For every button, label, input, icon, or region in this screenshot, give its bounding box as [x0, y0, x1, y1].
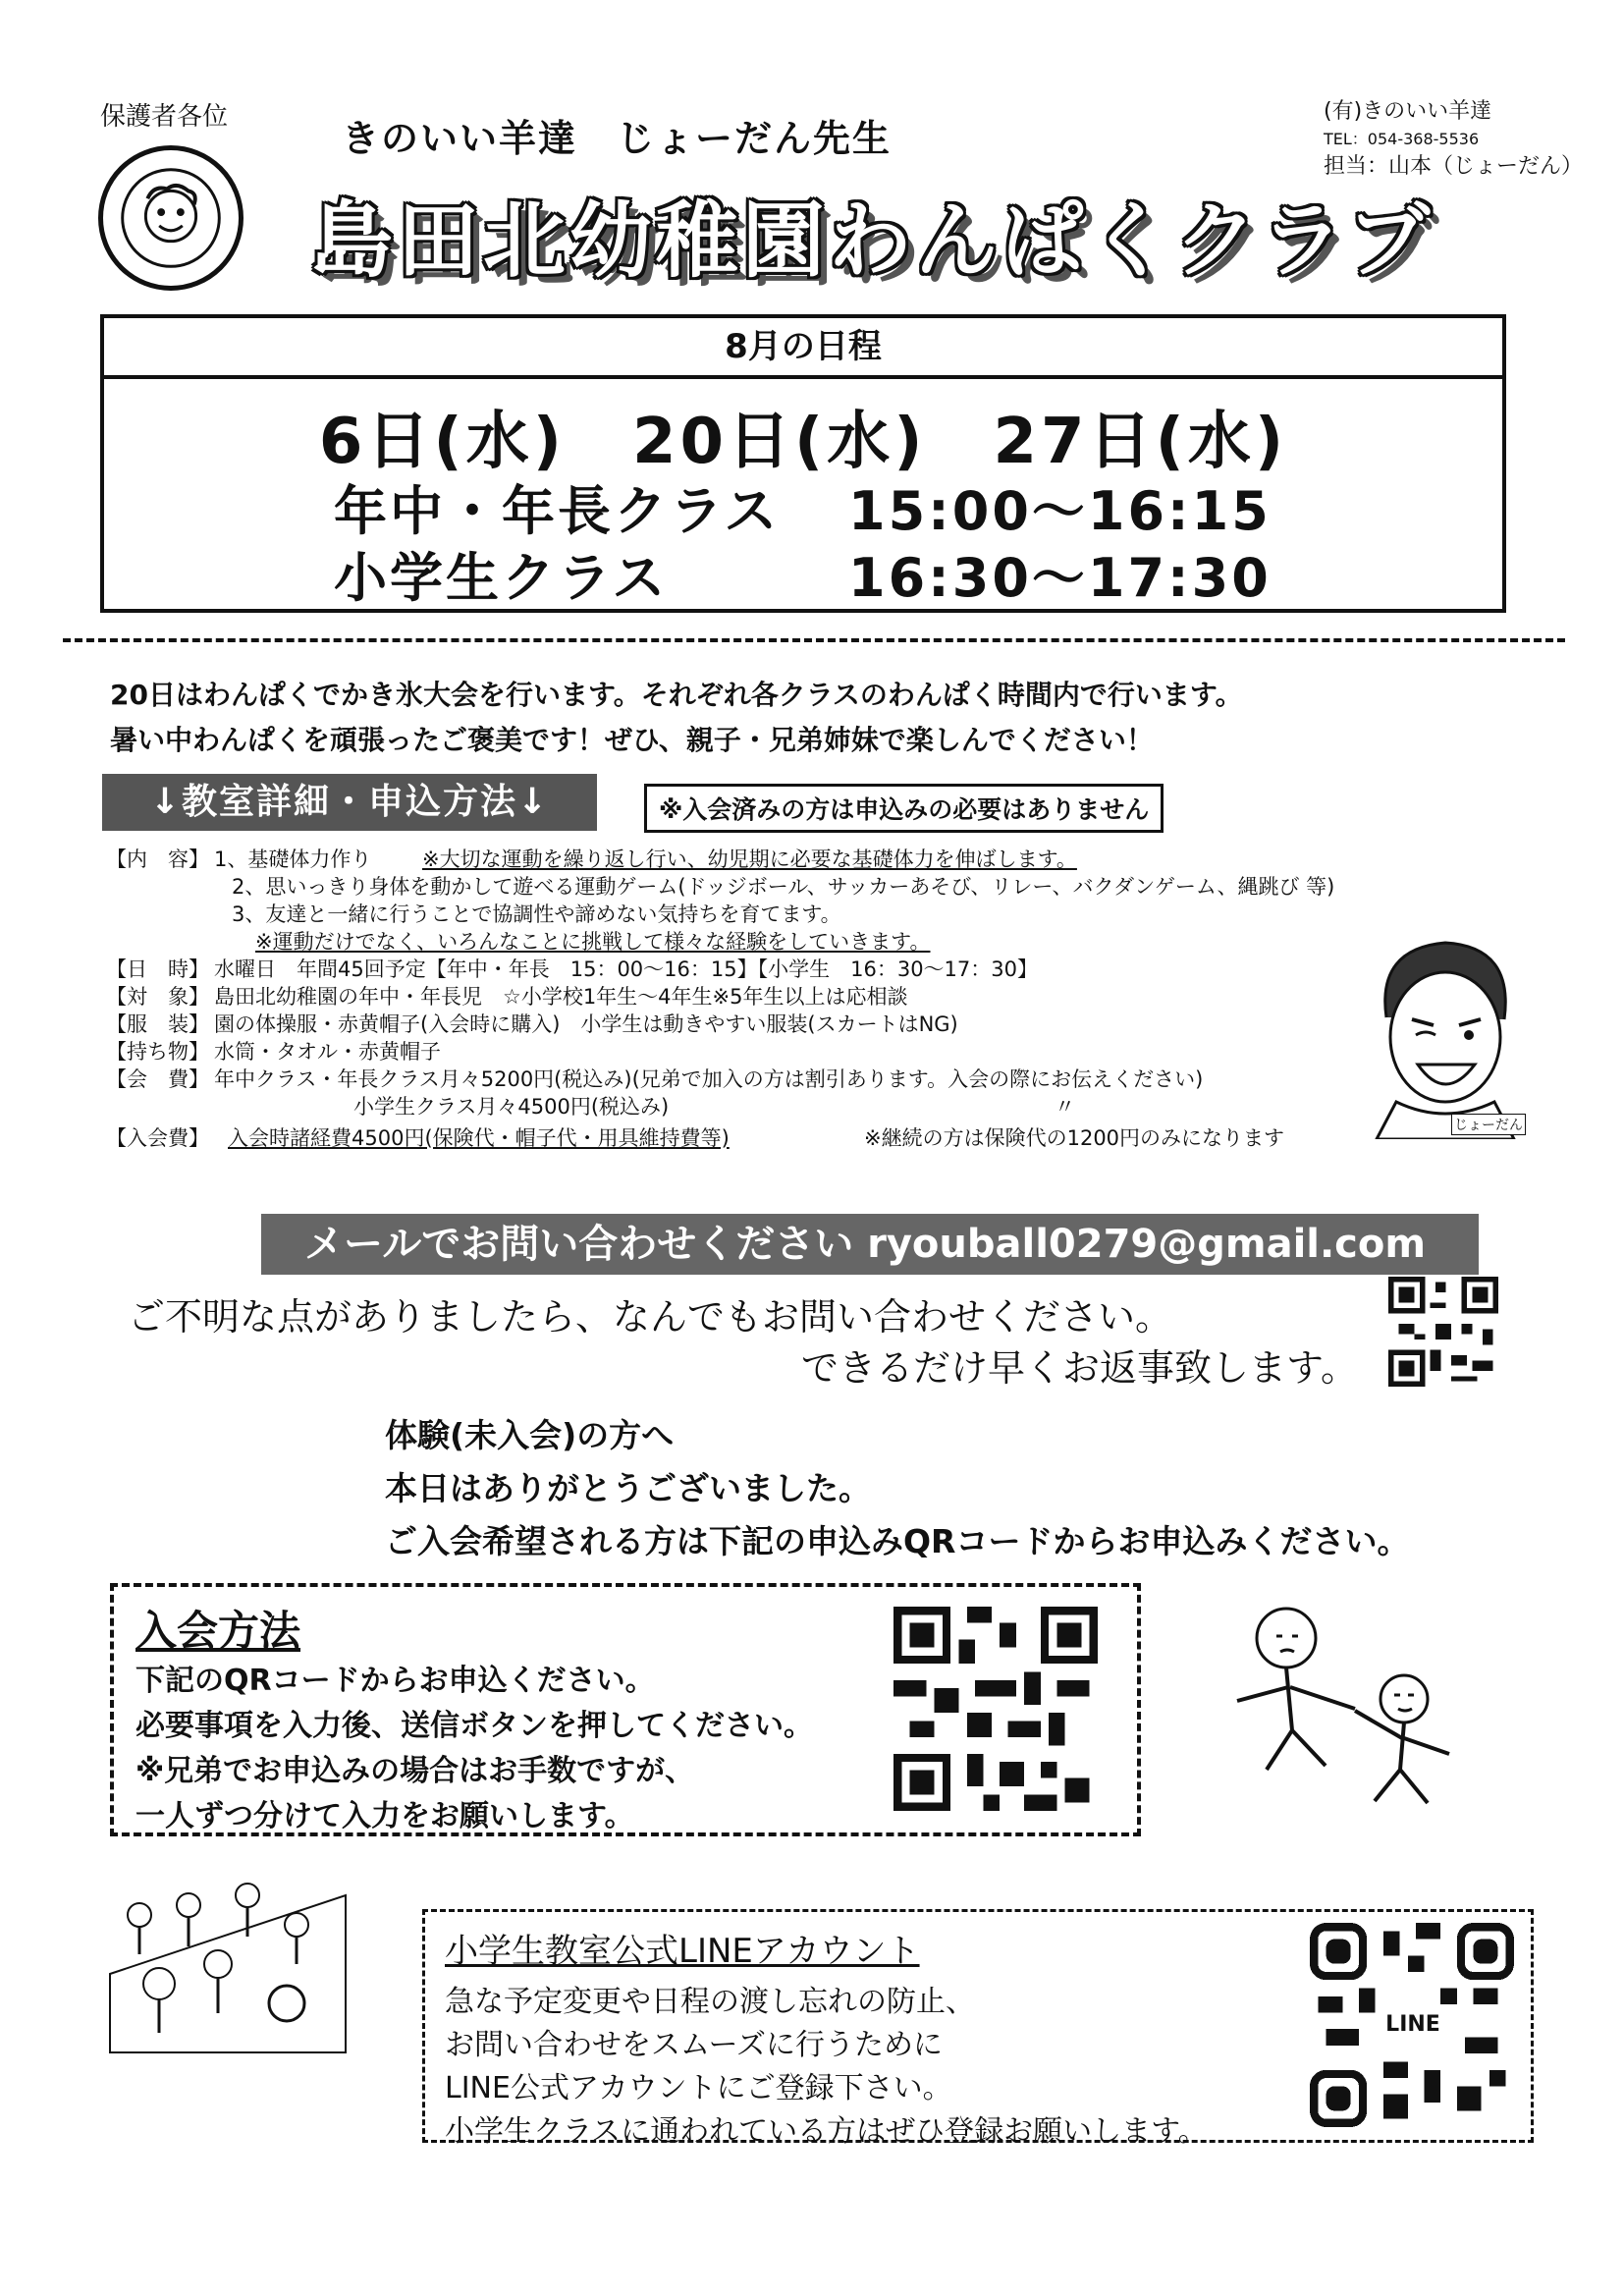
illustration-signature: じょーだん: [1451, 1114, 1526, 1135]
event-notice: 20日はわんぱくでかき氷大会を行います。それぞれ各クラスのわんぱく時間内で行います。: [110, 679, 1243, 711]
content-item-note: ※大切な運動を繰り返し行い、幼児期に必要な基礎体力を伸ばします。: [422, 847, 1077, 871]
items-value: 水筒・タオル・赤黄帽子: [214, 1040, 441, 1064]
dodgeball-illustration: [100, 1856, 357, 2072]
trial-text: 本日はありがとうございました。: [385, 1469, 871, 1507]
teacher-face-icon: [1357, 929, 1532, 1139]
content-label: 【内 容】: [106, 847, 209, 871]
line-account-text: LINE公式アカウントにご登録下さい。: [445, 2071, 952, 2105]
company-contact: 担当：山本（じょーだん）: [1324, 154, 1584, 179]
content-item: 3、友達と一緒に行うことで協調性や諦めない気持ちを育てます。: [232, 902, 841, 926]
company-logo: [98, 145, 244, 291]
schedule-box: [100, 314, 1506, 613]
join-method-title: 入会方法: [135, 1607, 301, 1655]
content-note: ※運動だけでなく、いろんなことに挑戦して様々な経験をしていきます。: [255, 930, 931, 954]
line-account-title: 小学生教室公式LINEアカウント: [445, 1932, 920, 1971]
qr-code-icon: [893, 1607, 1098, 1811]
company-tel: TEL：054-368-5536: [1324, 130, 1480, 148]
content-item: 1、基礎体力作り: [214, 847, 372, 871]
entry-fee-label: 【入会費】: [106, 1126, 209, 1150]
company-name: (有)きのいい羊達: [1324, 99, 1492, 124]
items-label: 【持ち物】: [106, 1040, 209, 1064]
teacher-illustration: [1357, 929, 1532, 1139]
join-method-line: 必要事項を入力後、送信ボタンを押してください。: [135, 1709, 813, 1743]
target-value: 島田北幼稚園の年中・年長児 ☆小学校1年生～4年生※5年生以上は応相談: [214, 985, 908, 1009]
inquiry-text: できるだけ早くお返事致します。: [801, 1346, 1358, 1390]
schedule-class-time: 15:00～16:15: [848, 480, 1272, 542]
inquiry-text: ご不明な点がありましたら、なんでもお問い合わせください。: [128, 1295, 1173, 1339]
line-account-text: お問い合わせをスムーズに行うために: [445, 2028, 943, 2062]
sheep-logo-icon: [103, 150, 239, 286]
fee-value: 年中クラス・年長クラス月々5200円(税込み)(兄弟で加入の方は割引あります。入会の際にお伝えください): [214, 1067, 1204, 1091]
details-label: ↓教室詳細・申込方法↓: [102, 774, 597, 831]
join-method-line: 一人ずつ分けて入力をお願いします。: [135, 1799, 634, 1833]
fee-value: 小学生クラス月々4500円(税込み): [353, 1095, 670, 1119]
kids-running-icon: [1218, 1593, 1473, 1829]
schedule-detail-label: 【日 時】: [106, 957, 209, 981]
clothes-value: 園の体操服・赤黄帽子(入会時に購入) 小学生は動きやすい服装(スカートはNG): [214, 1012, 958, 1036]
fee-ditto: 〃: [1055, 1095, 1075, 1119]
target-label: 【対 象】: [106, 985, 209, 1009]
recipient-label: 保護者各位: [100, 102, 229, 132]
page-title: 島田北幼稚園わんぱくクラブ: [310, 192, 1435, 289]
running-kids-illustration: [1218, 1593, 1473, 1829]
trial-heading: 体験(未入会)の方へ: [385, 1416, 675, 1454]
company-info: [1324, 98, 1583, 181]
schedule-detail-value: 水曜日 年間45回予定【年中・年長 15：00～16：15】【小学生 16：30～17：30】: [214, 957, 1038, 981]
clothes-label: 【服 装】: [106, 1012, 209, 1036]
line-logo-badge: LINE: [1382, 2011, 1443, 2039]
line-account-text: 急な予定変更や日程の渡し忘れの防止、: [445, 1985, 975, 2019]
join-method-line: 下記のQRコードからお申込ください。: [135, 1664, 655, 1698]
schedule-dates: 6日(水) 20日(水) 27日(水): [318, 406, 1288, 478]
fee-label: 【会 費】: [106, 1067, 209, 1091]
schedule-class-time: 16:30～17:30: [848, 547, 1272, 609]
schedule-class-label: 小学生クラス: [334, 547, 669, 609]
children-playing-icon: [100, 1856, 357, 2072]
schedule-heading: 8月の日程: [104, 318, 1502, 379]
entry-fee-note: ※継続の方は保険代の1200円のみになります: [864, 1126, 1285, 1150]
join-method-line: ※兄弟でお申込みの場合はお手数ですが、: [135, 1754, 695, 1788]
event-notice: 暑い中わんぱくを頑張ったご褒美です！ぜひ、親子・兄弟姉妹で楽しんでください！: [110, 724, 1154, 756]
application-qr-code[interactable]: [893, 1607, 1098, 1811]
line-account-text: 小学生クラスに通われている方はぜひ登録お願いします。: [445, 2114, 1208, 2149]
trial-text: ご入会希望される方は下記の申込みQRコードからお申込みください。: [385, 1522, 1410, 1560]
content-item: 2、思いっきり身体を動かして遊べる運動ゲーム(ドッジボール、サッカーあそび、リレー、バクダンゲーム、縄跳び 等): [232, 875, 1335, 899]
entry-fee-value: 入会時諸経費4500円(保険代・帽子代・用具維持費等): [228, 1126, 730, 1150]
schedule-class-label: 年中・年長クラス: [334, 480, 781, 542]
no-member-note: ※入会済みの方は申込みの必要はありません: [644, 784, 1164, 833]
section-divider: [63, 638, 1565, 642]
qr-code-icon: [1384, 1277, 1502, 1387]
subtitle: きのいい羊達 じょーだん先生: [342, 117, 893, 160]
mail-qr-code[interactable]: [1384, 1277, 1502, 1387]
mail-contact-bar[interactable]: メールでお問い合わせください ryouball0279@gmail.com: [261, 1214, 1479, 1275]
